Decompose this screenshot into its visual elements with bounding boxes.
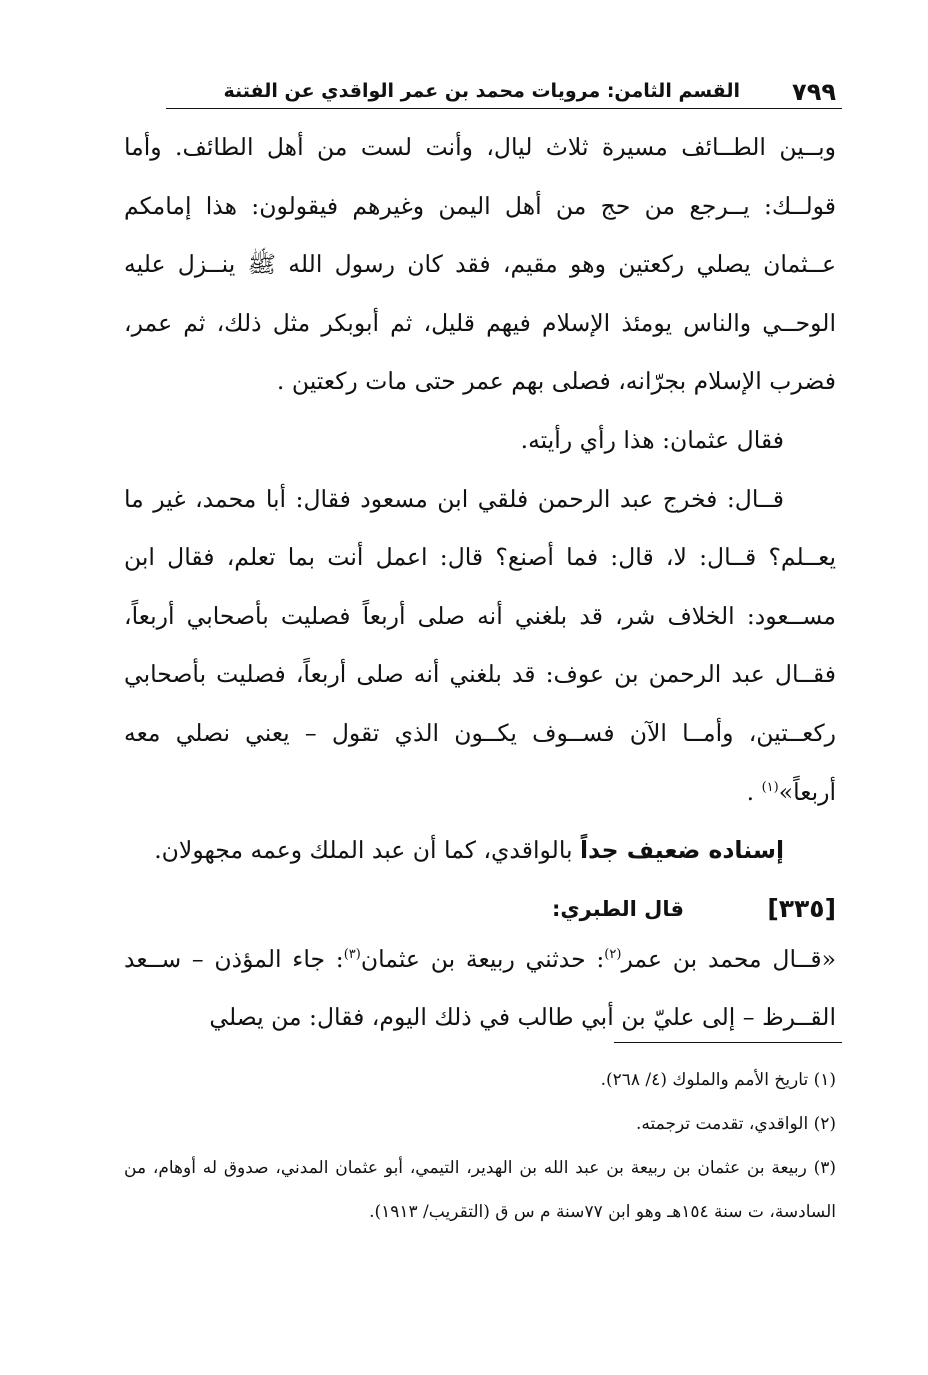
footnote: (١) تاريخ الأمم والملوك (٤/ ٢٦٨). (600, 1070, 836, 1090)
page-header (166, 76, 842, 109)
paragraph-text: «قــال محمد بن عمر (621, 944, 836, 973)
paragraph: وبــين الطــائف مسيرة ثلاث ليال، وأنت لست من أهل الطائف. وأما قولــك: يــرجع من حج من أهل اليمن وغيرهم فيقولون: هذا إمامكم عــثمان يصلي ركعتين وهو مقيم، فقد كان رسول الله ﷺ ينــزل عليه الوحــي والناس يومئذ الإسلام فيهم قليل، ثم أبوبكر مثل ذلك، ثم عمر، فضرب الإسلام بجرّانه، فصلى بهم عمر حتى مات ركعتين . (124, 133, 836, 396)
footnote-ref: (٢) (604, 946, 622, 962)
main-text (124, 118, 836, 1047)
paragraph-text: قــال: فخرج عبد الرحمن فلقي ابن مسعود فقال: أبا محمد، غير ما يعــلم؟ قــال: لا، قال: فما أصنع؟ قال: اعمل أنت بما تعلم، فقال ابن مســعود: الخلاف شر، قد بلغني أنه صلى أربعاً فصليت بأصحابي أربعاً، فقــال عبد الرحمن بن عوف: قد بلغني أنه صلى أربعاً، فصليت بأصحابي ركعــتين، وأمــا الآن فســوف يكــون الذي تقول – يعني نصلي معه أربعاً» (124, 484, 836, 806)
paragraph-text: : جاء المؤذن – ســعد القــرظ – إلى عليّ بن أبي طالب في ذلك اليوم، فقال: من يصلي (124, 944, 836, 1032)
footnote-ref: (١) (761, 779, 779, 795)
running-title: القسم الثامن: مرويات محمد بن عمر الواقدي عن الفتنة (223, 80, 740, 102)
section-heading (124, 880, 836, 930)
paragraph-end: . (746, 777, 762, 806)
section-label: قال الطبري: (552, 896, 684, 921)
paragraph: فقال عثمان: هذا رأي رأيته. (520, 425, 784, 454)
paragraph-text: : حدثني ربيعة بن عثمان (360, 944, 605, 973)
verdict-rest: بالواقدي، كما أن عبد الملك وعمه مجهولان. (154, 836, 580, 865)
isnad-verdict (124, 821, 836, 880)
footnote: (٣) ربيعة بن عثمان بن ربيعة بن عبد الله بن الهدير، التيمي، أبو عثمان المدني، صدوق له أوهام، من السادسة، ت سنة ١٥٤هـ وهو ابن ٧٧سنة م س ق (التقريب/ ١٩١٣). (124, 1158, 836, 1222)
paragraph (124, 930, 836, 1047)
footnote-divider (614, 1042, 842, 1043)
footnotes (124, 1058, 836, 1234)
page-number: ٧٩٩ (792, 78, 836, 106)
footnote: (٢) الواقدي، تقدمت ترجمته. (635, 1114, 836, 1134)
section-number: [٣٣٥] (767, 893, 836, 923)
verdict-bold: إسناده ضعيف جداً (580, 836, 784, 865)
paragraph (124, 470, 836, 822)
footnote-ref: (٣) (343, 946, 361, 962)
